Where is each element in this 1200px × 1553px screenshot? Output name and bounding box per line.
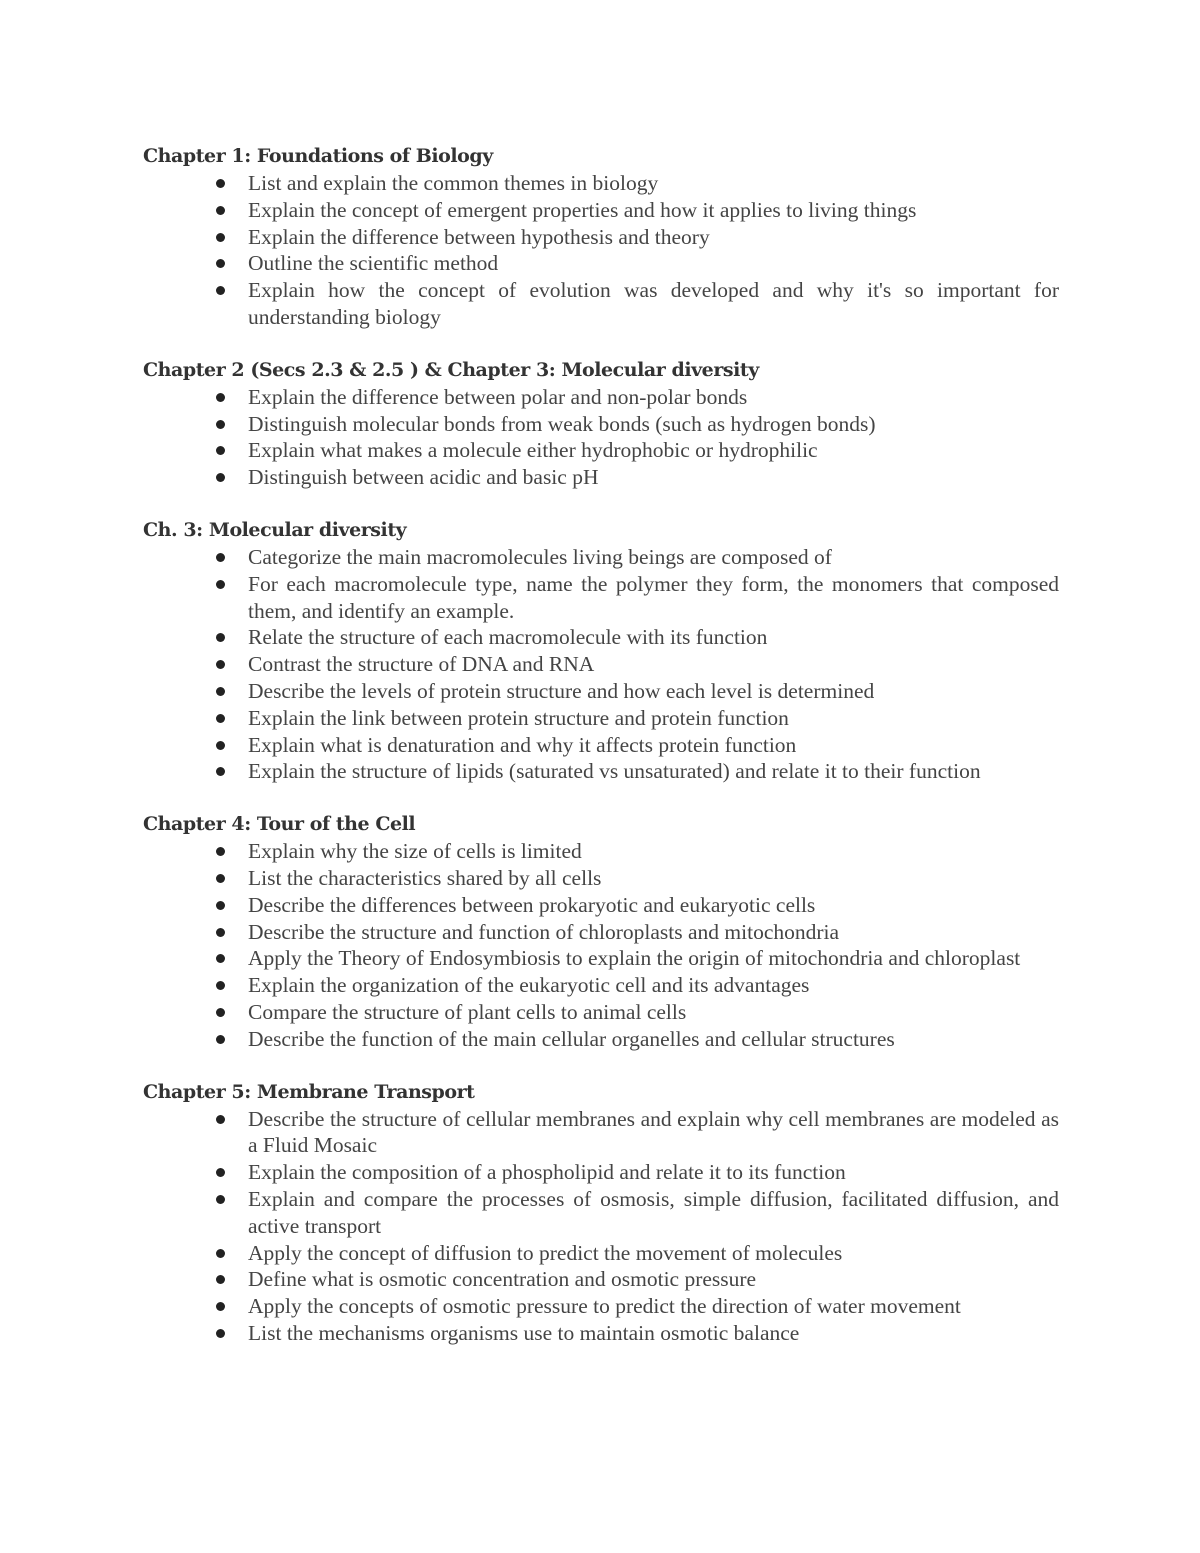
list-item-text: Apply the Theory of Endosymbiosis to explain the origin of mitochondria and chloroplast [248, 946, 1021, 971]
list-item [143, 544, 1059, 571]
list-item [143, 758, 1059, 785]
list-item-text: Apply the concepts of osmotic pressure to predict the direction of water movement [248, 1294, 961, 1319]
bullet-icon [216, 633, 225, 642]
list-item [143, 571, 1059, 625]
bullet-icon [216, 847, 225, 856]
list-item-text: Explain the link between protein structure and protein function [248, 705, 789, 730]
list-item [143, 1106, 1059, 1160]
list-item-text: For each macromolecule type, name the polymer they form, the monomers that composed them, and identify an example. [248, 571, 1059, 623]
bullet-icon [216, 446, 225, 455]
list-item-text: Define what is osmotic concentration and osmotic pressure [248, 1267, 757, 1292]
section-title: Chapter 2 (Secs 2.3 & 2.5 ) & Chapter 3: Molecular diversity [143, 358, 759, 381]
bullet-icon [216, 286, 225, 295]
list-item-text: Explain the difference between polar and non-polar bonds [248, 384, 748, 409]
section-title: Chapter 1: Foundations of Biology [143, 145, 493, 167]
list-item [143, 1320, 1059, 1347]
list-item [143, 678, 1059, 705]
bullet-icon [216, 767, 225, 776]
section-title: Ch. 3: Molecular diversity [143, 518, 407, 541]
list-item-text: Distinguish molecular bonds from weak bonds (such as hydrogen bonds) [248, 411, 876, 436]
bullet-icon [216, 1195, 225, 1204]
list-item-text: Explain and compare the processes of osmosis, simple diffusion, facilitated diffusion, and active transport [248, 1186, 1059, 1238]
document-content [143, 143, 1059, 1373]
bullet-icon [216, 1115, 225, 1124]
bullet-icon [216, 259, 225, 268]
bullet-icon [216, 233, 225, 242]
list-item [143, 1240, 1059, 1267]
list-item [143, 651, 1059, 678]
list-item-text: Explain the difference between hypothesis and theory [248, 224, 710, 249]
bullet-icon [216, 1035, 225, 1044]
bullet-icon [216, 1249, 225, 1258]
objective-list [143, 838, 1059, 1052]
objective-list [143, 384, 1059, 491]
list-item [143, 892, 1059, 919]
bullet-icon [216, 179, 225, 188]
section-chapter-4 [143, 811, 1059, 1052]
list-item [143, 1266, 1059, 1293]
list-item [143, 919, 1059, 946]
bullet-icon [216, 1329, 225, 1338]
list-item-text: Explain how the concept of evolution was developed and why it's so important for understanding biology [248, 278, 1059, 329]
list-item [143, 972, 1059, 999]
list-item [143, 437, 1059, 464]
list-item [143, 1026, 1059, 1053]
list-item [143, 277, 1059, 331]
list-item-text: Explain why the size of cells is limited [248, 839, 582, 864]
list-item-text: Distinguish between acidic and basic pH [248, 465, 599, 490]
list-item-text: Explain the composition of a phospholipid and relate it to its function [248, 1160, 846, 1185]
section-title: Chapter 5: Membrane Transport [143, 1080, 475, 1103]
list-item [143, 411, 1059, 438]
list-item [143, 170, 1059, 197]
objective-list [143, 544, 1059, 785]
list-item-text: Explain the organization of the eukaryotic cell and its advantages [248, 973, 810, 998]
list-item-text: Explain the structure of lipids (saturated vs unsaturated) and relate it to their function [248, 759, 981, 784]
bullet-icon [216, 393, 225, 402]
section-ch-3 [143, 517, 1059, 785]
list-item [143, 705, 1059, 732]
objective-list [143, 170, 1059, 331]
list-item [143, 732, 1059, 759]
list-item [143, 1159, 1059, 1186]
section-title: Chapter 4: Tour of the Cell [143, 813, 416, 836]
section-chapter-2-3 [143, 357, 1059, 491]
bullet-icon [216, 714, 225, 723]
bullet-icon [216, 553, 225, 562]
list-item-text: Relate the structure of each macromolecule with its function [248, 625, 768, 650]
list-item [143, 624, 1059, 651]
bullet-icon [216, 874, 225, 883]
list-item-text: Outline the scientific method [248, 251, 499, 276]
list-item [143, 197, 1059, 224]
list-item-text: Describe the differences between prokaryotic and eukaryotic cells [248, 892, 816, 917]
list-item-text: Apply the concept of diffusion to predict the movement of molecules [248, 1240, 843, 1265]
list-item-text: Explain what is denaturation and why it affects protein function [248, 732, 797, 757]
list-item-text: Describe the levels of protein structure and how each level is determined [248, 678, 875, 703]
list-item [143, 838, 1059, 865]
bullet-icon [216, 1302, 225, 1311]
list-item [143, 999, 1059, 1026]
bullet-icon [216, 206, 225, 215]
list-item [143, 1293, 1059, 1320]
list-item [143, 945, 1059, 972]
list-item-text: Compare the structure of plant cells to animal cells [248, 999, 687, 1024]
section-chapter-1 [143, 143, 1059, 331]
bullet-icon [216, 741, 225, 750]
bullet-icon [216, 981, 225, 990]
list-item-text: Describe the function of the main cellular organelles and cellular structures [248, 1026, 895, 1051]
bullet-icon [216, 660, 225, 669]
list-item-text: Explain the concept of emergent properties and how it applies to living things [248, 197, 917, 222]
list-item [143, 224, 1059, 251]
list-item-text: List and explain the common themes in biology [248, 171, 659, 195]
bullet-icon [216, 954, 225, 963]
list-item-text: Describe the structure of cellular membranes and explain why cell membranes are modeled as a Fluid Mosaic [248, 1106, 1059, 1158]
bullet-icon [216, 580, 225, 589]
objective-list [143, 1106, 1059, 1347]
list-item-text: Describe the structure and function of chloroplasts and mitochondria [248, 919, 840, 944]
bullet-icon [216, 1275, 225, 1284]
bullet-icon [216, 928, 225, 937]
list-item [143, 384, 1059, 411]
bullet-icon [216, 901, 225, 910]
list-item-text: Contrast the structure of DNA and RNA [248, 652, 595, 677]
section-chapter-5 [143, 1079, 1059, 1347]
bullet-icon [216, 1008, 225, 1017]
list-item [143, 464, 1059, 491]
bullet-icon [216, 1168, 225, 1177]
list-item-text: Categorize the main macromolecules living beings are composed of [248, 544, 832, 569]
bullet-icon [216, 473, 225, 482]
bullet-icon [216, 420, 225, 429]
list-item [143, 1186, 1059, 1240]
list-item [143, 250, 1059, 277]
list-item-text: List the characteristics shared by all cells [248, 865, 602, 890]
list-item-text: Explain what makes a molecule either hydrophobic or hydrophilic [248, 438, 818, 463]
bullet-icon [216, 687, 225, 696]
list-item-text: List the mechanisms organisms use to maintain osmotic balance [248, 1320, 800, 1345]
list-item [143, 865, 1059, 892]
